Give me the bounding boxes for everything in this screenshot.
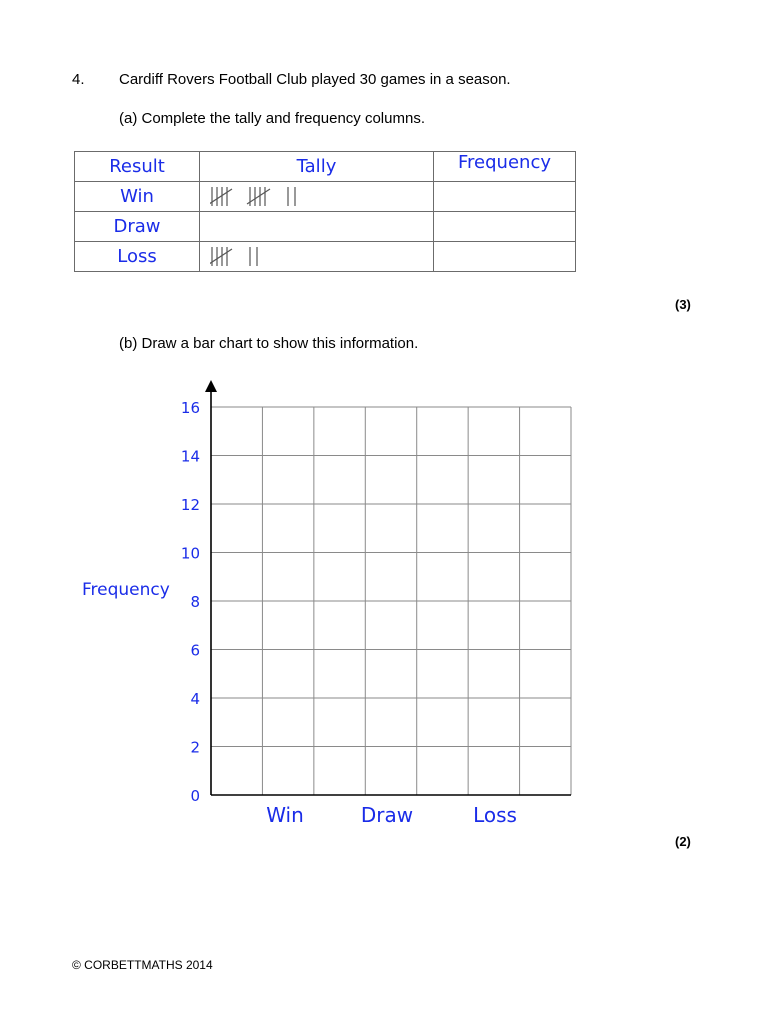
tally-gate-stroke xyxy=(210,189,232,204)
part-a-marks: (3) xyxy=(675,297,691,312)
result-cell: Loss xyxy=(75,242,200,272)
question-text: Cardiff Rovers Football Club played 30 games in a season. xyxy=(119,71,511,88)
y-tick-label: 8 xyxy=(190,593,200,611)
result-cell: Win xyxy=(75,182,200,212)
frequency-cell[interactable] xyxy=(434,182,576,212)
tally-table xyxy=(74,151,576,272)
table-row xyxy=(75,212,576,242)
y-tick-label: 6 xyxy=(190,641,200,660)
part-a-instruction: (a) Complete the tally and frequency columns. xyxy=(119,110,425,127)
tally-marks xyxy=(210,184,430,210)
y-axis-arrow-icon xyxy=(205,380,217,392)
table-header-row xyxy=(75,152,576,182)
y-tick-label: 14 xyxy=(180,447,200,466)
question-number: 4. xyxy=(72,71,85,88)
part-b-instruction: (b) Draw a bar chart to show this information. xyxy=(119,335,419,352)
y-tick-label: 16 xyxy=(180,399,200,417)
header-result: Result xyxy=(75,152,200,182)
copyright-footer: © CORBETTMATHS 2014 xyxy=(72,958,213,972)
result-cell: Draw xyxy=(75,212,200,242)
tally-cell xyxy=(200,182,434,212)
table-row xyxy=(75,242,576,272)
part-b-marks: (2) xyxy=(675,834,691,849)
header-tally: Tally xyxy=(200,152,434,182)
tally-marks xyxy=(210,214,430,240)
x-category-label: Draw xyxy=(360,803,414,827)
tally-gate-stroke xyxy=(210,249,232,264)
frequency-cell[interactable] xyxy=(434,212,576,242)
bar-chart-grid[interactable] xyxy=(0,370,620,840)
x-category-label: Win xyxy=(266,803,304,827)
y-tick-label: 2 xyxy=(190,738,200,757)
x-category-label: Loss xyxy=(473,803,517,827)
tally-cell xyxy=(200,212,434,242)
tally-marks xyxy=(210,244,430,270)
table-row xyxy=(75,182,576,212)
frequency-cell[interactable] xyxy=(434,242,576,272)
y-tick-label: 10 xyxy=(180,544,200,563)
header-frequency: Frequency xyxy=(434,152,576,182)
y-tick-label: 4 xyxy=(190,690,200,708)
y-tick-label: 12 xyxy=(180,496,200,514)
y-axis-label: Frequency xyxy=(82,580,170,600)
y-tick-label: 0 xyxy=(190,787,200,805)
tally-cell xyxy=(200,242,434,272)
